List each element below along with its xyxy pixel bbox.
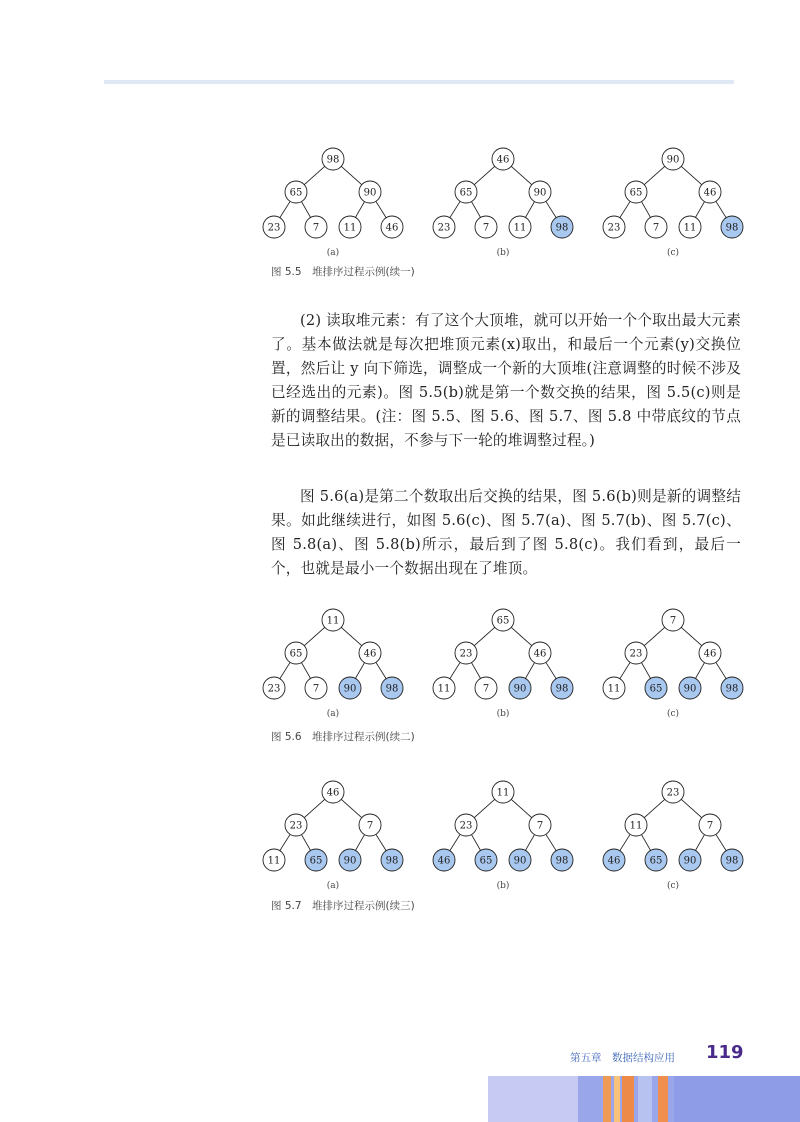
tree-edge: [280, 662, 290, 678]
tree-edge: [511, 799, 532, 817]
tree-edge: [471, 202, 480, 218]
tree-node-value: 98: [326, 154, 340, 166]
tree-edge: [511, 166, 532, 184]
tree-node: [509, 849, 531, 871]
tree-node: [679, 677, 701, 699]
tree-edge: [511, 627, 532, 645]
tree-node-value: 90: [363, 187, 377, 199]
tree-node-value: 46: [437, 855, 451, 867]
tree-edge: [376, 662, 386, 678]
decorative-color-bar: [488, 1076, 800, 1122]
figure-5-7-trees: [258, 778, 748, 893]
tree-edge: [546, 201, 556, 217]
tree-edge: [681, 799, 702, 817]
tree-node: [721, 849, 743, 871]
tree-node: [475, 677, 497, 699]
tree-node: [492, 781, 514, 803]
tree-node-value: 23: [267, 683, 281, 695]
heap-tree-1: [263, 609, 403, 719]
tree-node-value: 7: [312, 222, 320, 234]
tree-node: [492, 609, 514, 631]
tree-node: [509, 677, 531, 699]
tree-node: [433, 216, 455, 238]
tree-edge: [716, 834, 726, 850]
tree-edge: [474, 627, 495, 645]
tree-node: [551, 216, 573, 238]
tree-edge: [376, 834, 386, 850]
tree-node: [625, 642, 647, 664]
tree-node-value: 46: [363, 648, 377, 660]
tree-node: [679, 216, 701, 238]
tree-node: [551, 677, 573, 699]
tree-node-value: 90: [513, 683, 527, 695]
tree-node: [509, 216, 531, 238]
tree-edge: [641, 202, 650, 218]
tree-node-value: 65: [629, 187, 643, 199]
tree-node-value: 11: [629, 820, 643, 832]
header-rule: [104, 80, 734, 84]
tree-node-value: 90: [513, 855, 527, 867]
tree-node-value: 98: [555, 855, 569, 867]
tree-node-value: 65: [496, 615, 510, 627]
tree-node-value: 23: [607, 222, 621, 234]
tree-node-value: 46: [496, 154, 510, 166]
tree-node: [603, 677, 625, 699]
tree-node: [381, 677, 403, 699]
tree-edge: [644, 627, 665, 645]
tree-node: [285, 181, 307, 203]
tree-node-value: 46: [326, 787, 340, 799]
tree-node-value: 23: [459, 820, 473, 832]
tree-node: [662, 781, 684, 803]
tree-node-value: 23: [459, 648, 473, 660]
tree-edge: [644, 166, 665, 184]
tree-edge: [301, 202, 310, 218]
tree-edge: [471, 663, 480, 679]
tree-node-value: 7: [312, 683, 320, 695]
tree-node: [263, 677, 285, 699]
tree-node-value: 98: [725, 683, 739, 695]
tree-node: [263, 216, 285, 238]
tree-node-value: 90: [533, 187, 547, 199]
tree-sublabel: (b): [496, 709, 510, 719]
tree-node: [492, 148, 514, 170]
figure-5-7-caption: 图 5.7 堆排序过程示例(续三): [271, 900, 415, 912]
tree-node-value: 23: [666, 787, 680, 799]
tree-node: [381, 849, 403, 871]
heap-tree-3: [603, 781, 743, 891]
tree-node-value: 90: [683, 855, 697, 867]
tree-node: [699, 642, 721, 664]
tree-node-value: 65: [649, 855, 663, 867]
figure-5-5-trees: [258, 145, 748, 260]
tree-node: [455, 642, 477, 664]
tree-node: [721, 677, 743, 699]
tree-edge: [695, 835, 704, 851]
tree-sublabel: (c): [666, 709, 680, 719]
tree-edge: [301, 835, 310, 851]
tree-node: [662, 609, 684, 631]
paragraph-1-text: (2) 读取堆元素：有了这个大顶堆，就可以开始一个个取出最大元素了。基本做法就是每次把堆顶元素(x)取出，和最后一个元素(y)交换位置，然后让 y 向下筛选，调整成一个新的大顶堆(注意调整的时候不涉及已经选出的元素)。图 5.5(b)就是第一个数交换的结果，图 5.5(c)则是新的调整结果。(注：图 5.5、图 5.6、图 5.7、图 5.8 中带底纹的节点是已读取出的数据，不参与下一轮的堆调整过程。): [271, 312, 741, 449]
heap-tree-1: [263, 148, 403, 258]
tree-node: [339, 849, 361, 871]
tree-node: [455, 181, 477, 203]
tree-edge: [546, 662, 556, 678]
tree-node: [475, 216, 497, 238]
tree-node-value: 65: [309, 855, 323, 867]
tree-edge: [641, 835, 650, 851]
tree-node: [339, 216, 361, 238]
tree-edge: [546, 834, 556, 850]
tree-node-value: 23: [289, 820, 303, 832]
tree-node: [603, 849, 625, 871]
tree-node: [381, 216, 403, 238]
tree-node: [322, 781, 344, 803]
tree-node-value: 90: [343, 855, 357, 867]
heap-tree-1: [263, 781, 403, 891]
tree-node-value: 65: [289, 187, 303, 199]
tree-node: [433, 677, 455, 699]
tree-node-value: 46: [607, 855, 621, 867]
tree-node: [359, 181, 381, 203]
tree-edge: [341, 166, 362, 184]
tree-node: [529, 814, 551, 836]
tree-node: [475, 849, 497, 871]
tree-node-value: 11: [267, 855, 281, 867]
tree-edge: [304, 799, 325, 817]
tree-node: [699, 181, 721, 203]
heap-tree-2: [433, 781, 573, 891]
tree-edge: [450, 201, 460, 217]
tree-edge: [525, 202, 534, 218]
tree-edge: [376, 201, 386, 217]
tree-edge: [716, 662, 726, 678]
tree-node: [551, 849, 573, 871]
tree-node: [645, 849, 667, 871]
tree-edge: [355, 663, 364, 679]
tree-node-value: 7: [482, 683, 490, 695]
tree-node-value: 46: [533, 648, 547, 660]
tree-edge: [280, 834, 290, 850]
tree-edge: [341, 799, 362, 817]
tree-node: [721, 216, 743, 238]
tree-node-value: 65: [289, 648, 303, 660]
tree-node: [529, 642, 551, 664]
tree-node-value: 98: [725, 222, 739, 234]
figure-5-5-caption: 图 5.5 堆排序过程示例(续一): [271, 266, 415, 278]
tree-node: [359, 814, 381, 836]
tree-node: [625, 814, 647, 836]
tree-edge: [304, 166, 325, 184]
tree-node-value: 7: [482, 222, 490, 234]
tree-node: [433, 849, 455, 871]
heap-tree-3: [603, 148, 743, 258]
tree-edge: [681, 166, 702, 184]
tree-node-value: 98: [555, 222, 569, 234]
tree-node-value: 90: [683, 683, 697, 695]
tree-node: [322, 609, 344, 631]
tree-edge: [525, 835, 534, 851]
tree-node-value: 46: [703, 648, 717, 660]
tree-node-value: 11: [437, 683, 451, 695]
tree-edge: [301, 663, 310, 679]
tree-sublabel: (a): [326, 881, 340, 891]
tree-node: [305, 216, 327, 238]
tree-node-value: 23: [437, 222, 451, 234]
tree-node-value: 98: [385, 855, 399, 867]
tree-node-value: 11: [496, 787, 510, 799]
tree-edge: [681, 627, 702, 645]
figure-5-6-trees: [258, 606, 748, 721]
tree-edge: [355, 835, 364, 851]
tree-edge: [644, 799, 665, 817]
tree-node: [263, 849, 285, 871]
figure-5-6-caption: 图 5.6 堆排序过程示例(续二): [271, 731, 415, 743]
tree-node-value: 98: [385, 683, 399, 695]
tree-node-value: 65: [459, 187, 473, 199]
tree-node: [305, 849, 327, 871]
tree-node: [285, 642, 307, 664]
tree-node-value: 98: [555, 683, 569, 695]
tree-node-value: 7: [706, 820, 714, 832]
tree-node: [645, 677, 667, 699]
tree-edge: [304, 627, 325, 645]
tree-edge: [695, 202, 704, 218]
tree-node-value: 23: [629, 648, 643, 660]
tree-edge: [620, 662, 630, 678]
tree-node: [285, 814, 307, 836]
tree-node-value: 7: [652, 222, 660, 234]
tree-sublabel: (c): [666, 248, 680, 258]
tree-node: [322, 148, 344, 170]
tree-node: [339, 677, 361, 699]
tree-edge: [450, 662, 460, 678]
tree-node-value: 90: [666, 154, 680, 166]
page-number: 119: [706, 1042, 744, 1063]
tree-node: [662, 148, 684, 170]
tree-node: [699, 814, 721, 836]
paragraph-2-text: 图 5.6(a)是第二个数取出后交换的结果，图 5.6(b)则是新的调整结果。如此继续进行，如图 5.6(c)、图 5.7(a)、图 5.7(b)、图 5.7(c)、图 5.8(a)、图 5.8(b)所示，最后到了图 5.8(c)。我们看到，最后一个，也就是最小一个数据出现在了堆顶。: [271, 488, 741, 577]
heap-tree-2: [433, 148, 573, 258]
tree-edge: [716, 201, 726, 217]
tree-node-value: 65: [649, 683, 663, 695]
tree-sublabel: (b): [496, 881, 510, 891]
tree-sublabel: (a): [326, 248, 340, 258]
tree-node-value: 46: [385, 222, 399, 234]
tree-edge: [280, 201, 290, 217]
tree-node: [645, 216, 667, 238]
tree-node-value: 7: [366, 820, 374, 832]
tree-node-value: 7: [669, 615, 677, 627]
heap-tree-2: [433, 609, 573, 719]
tree-node: [359, 642, 381, 664]
tree-node: [455, 814, 477, 836]
tree-node-value: 11: [607, 683, 621, 695]
tree-node-value: 11: [326, 615, 340, 627]
tree-node: [679, 849, 701, 871]
tree-node-value: 98: [725, 855, 739, 867]
tree-node: [305, 677, 327, 699]
tree-edge: [620, 201, 630, 217]
tree-node-value: 7: [536, 820, 544, 832]
tree-node: [603, 216, 625, 238]
paragraph-continue: [271, 485, 741, 581]
tree-edge: [641, 663, 650, 679]
tree-node: [529, 181, 551, 203]
tree-edge: [355, 202, 364, 218]
tree-sublabel: (a): [326, 709, 340, 719]
tree-node-value: 11: [513, 222, 527, 234]
tree-node-value: 46: [703, 187, 717, 199]
tree-edge: [450, 834, 460, 850]
tree-node-value: 90: [343, 683, 357, 695]
tree-node-value: 11: [683, 222, 697, 234]
tree-edge: [620, 834, 630, 850]
tree-edge: [341, 627, 362, 645]
tree-node-value: 23: [267, 222, 281, 234]
tree-sublabel: (b): [496, 248, 510, 258]
tree-edge: [525, 663, 534, 679]
chapter-title: 第五章 数据结构应用: [570, 1052, 675, 1064]
tree-sublabel: (c): [666, 881, 680, 891]
tree-node-value: 65: [479, 855, 493, 867]
tree-edge: [474, 166, 495, 184]
tree-edge: [474, 799, 495, 817]
tree-node-value: 11: [343, 222, 357, 234]
paragraph-read-heap: [271, 309, 741, 453]
tree-edge: [695, 663, 704, 679]
tree-node: [625, 181, 647, 203]
heap-tree-3: [603, 609, 743, 719]
tree-edge: [471, 835, 480, 851]
